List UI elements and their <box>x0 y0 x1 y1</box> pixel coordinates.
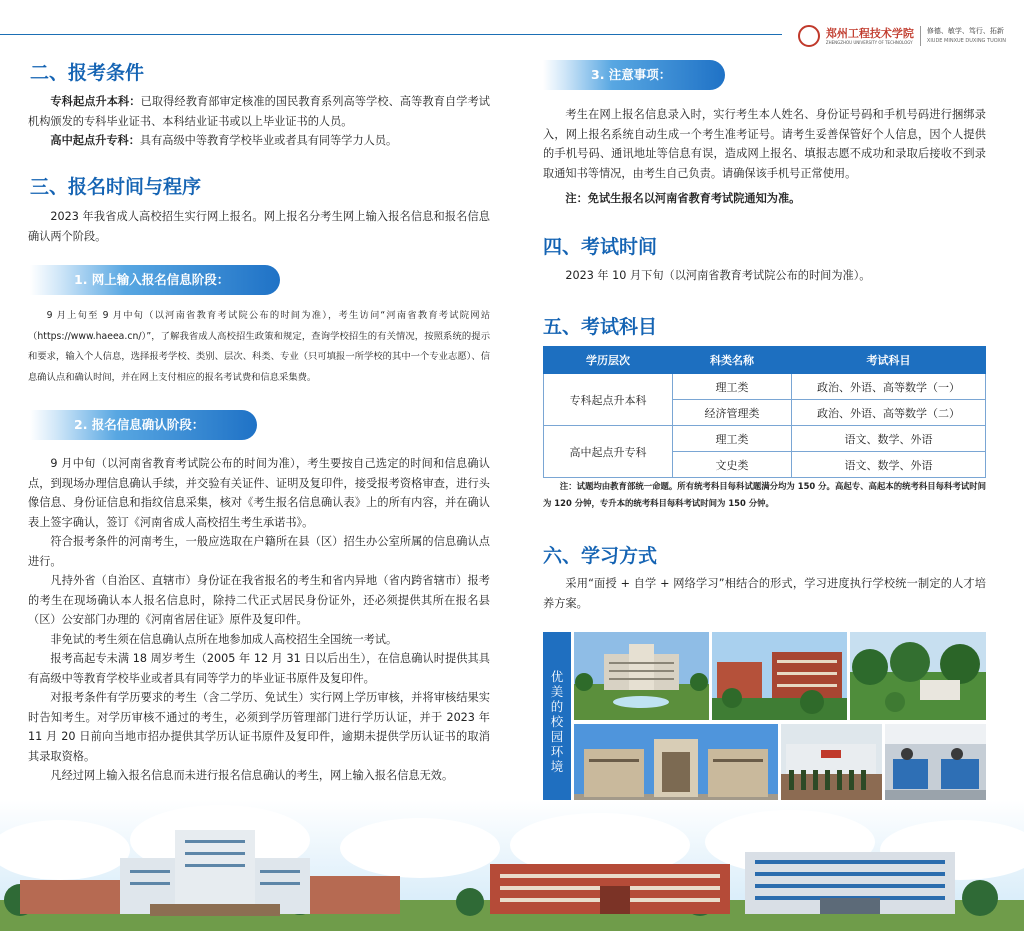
school-name: 郑州工程技术学院 <box>825 26 914 40</box>
campus-gallery <box>543 632 986 810</box>
cell-subjects: 语文、数学、外语 <box>792 426 986 452</box>
cell-category: 理工类 <box>673 374 792 400</box>
gallery-label <box>543 632 571 810</box>
step2-banner: 2. 报名信息确认阶段： <box>30 410 257 440</box>
campus-photo-lab <box>885 724 986 810</box>
table-header-row <box>544 347 986 374</box>
table-row <box>544 426 986 452</box>
school-seal-icon <box>798 25 820 47</box>
step3-banner: 3. 注意事项： <box>543 60 725 90</box>
school-logo <box>826 28 914 45</box>
sec2-p2-text: 具有高级中等教育学校毕业或者具有同等学力人员。 <box>139 134 398 147</box>
th-subjects: 考试科目 <box>792 347 986 374</box>
sec4-text: 2023 年 10 月下旬（以河南省教育考试院公布的时间为准）。 <box>565 269 871 282</box>
school-name-en: ZHENGZHOU UNIVERSITY OF TECHNOLOGY <box>825 39 913 45</box>
school-header <box>798 22 1006 50</box>
cell-level: 专科起点升本科 <box>544 374 673 426</box>
sec2-p2-label: 高中起点升专科： <box>50 134 140 147</box>
section-4-title: 四、考试时间 <box>543 236 658 258</box>
campus-photo-parade <box>781 724 882 810</box>
cell-subjects: 政治、外语、高等数学（一） <box>792 374 986 400</box>
sec2-para-2 <box>28 131 490 151</box>
step2-para-4: 非免试的考生须在信息确认点所在地参加成人高校招生全国统一考试。 <box>50 632 398 646</box>
cell-level: 高中起点升专科 <box>544 426 673 478</box>
sec2-para-1 <box>28 92 490 131</box>
exam-subjects-table <box>543 346 986 478</box>
step3-text: 考生在网上报名信息录入时，实行考生本人姓名、身份证号码和手机号码进行捆绑录入，网上报名系统自动生成一个考生准考证号。请考生妥善保管好个人信息，因个人提供的手机号码、通讯地址等信息有误，造成网上报名、填报志愿不成功和录取后接收不到录取通知书等情况，由考生自己负责。请确保该手机号正常使用。 <box>543 108 986 180</box>
step1-banner: 1. 网上输入报名信息阶段： <box>30 265 280 295</box>
campus-photo-red-buildings <box>712 632 847 720</box>
step2-para-1: 9 月中旬（以河南省教育考试院公布的时间为准），考生要按自己选定的时间和信息确认点，到现场办理信息确认手续，并交验有关证件、证明及复印件，接受报考资格审查，进行头像信息、身份证信息和指纹信息采集，核对《考生报名信息确认表》上的所有内容，并在确认表上签字确认，签订《河南省成人高校招生考生承诺书》。 <box>28 457 490 529</box>
sec3-intro: 2023 年我省成人高校招生实行网上报名。网上报名分考生网上输入报名信息和报名信息确认两个阶段。 <box>28 210 490 243</box>
step2-para-5: 报考高起专未满 18 周岁考生（2005 年 12 月 31 日以后出生），在信息确认时提供其具有高级中等教育学校毕业或者具有同等学力的毕业证书原件及复印件。 <box>28 652 490 685</box>
campus-photo-garden <box>850 632 986 720</box>
header-rule <box>0 34 782 35</box>
sec5-note: 注：试题均由教育部统一命题。所有统考科目每科试题满分均为 150 分。高起专、高起本的统考科目每科考试时间为 120 分钟，专升本的统考科目每科考试时间为 150 分钟。 <box>543 481 986 508</box>
campus-skyline-illustration <box>0 800 1024 931</box>
cell-subjects: 语文、数学、外语 <box>792 452 986 478</box>
section-3-title: 三、报名时间与程序 <box>30 176 202 198</box>
sec2-p1-text: 已取得经教育部审定核准的国民教育系列高等学校、高等教育自学考试机构颁发的专科毕业证书、本科结业证书或以上毕业证书的人员。 <box>28 95 490 128</box>
th-level: 学历层次 <box>544 347 673 374</box>
cell-category: 理工类 <box>673 426 792 452</box>
cell-category: 经济管理类 <box>673 400 792 426</box>
step2-para-3: 凡持外省（自治区、直辖市）身份证在我省报名的考生和省内异地（省内跨省辖市）报考的考生在现场确认本人报名信息时，除持二代正式居民身份证外，还必须提供其所在报名县（区）公安部门办理的《河南省居住证》原件及复印件。 <box>28 574 490 626</box>
motto-en: XIUDE MINXUE DUXING TUOXIN <box>926 38 1006 44</box>
campus-photo-gate <box>574 724 778 810</box>
step2-para-7: 凡经过网上输入报名信息而未进行报名信息确认的考生，网上输入报名信息无效。 <box>50 769 454 782</box>
step2-body <box>28 454 490 786</box>
step3-note: 注：免试生报名以河南省教育考试院通知为准。 <box>565 192 801 205</box>
step1-text: 9 月上旬至 9 月中旬（以河南省教育考试院公布的时间为准），考生访问“河南省教育考试院网站（https://www.haeea.cn/）”，了解我省成人高校招生政策和规定，查询学校招生的有关情况，按照系统的提示和要求，输入个人信息，选择报考学校、类别、层次、科类、专业（只可填报一所学校的其中一个专业志愿）、信息确认点和确认时间，并在网上支付相应的报名考试费和信息采集费。 <box>28 310 490 383</box>
motto-cn: 修德、敏学、笃行、拓新 <box>926 27 1004 35</box>
sec2-p1-label: 专科起点升本科： <box>50 95 141 108</box>
section-6-title: 六、学习方式 <box>543 545 658 567</box>
cell-category: 文史类 <box>673 452 792 478</box>
step2-para-6: 对报考条件有学历要求的考生（含二学历、免试生）实行网上学历审核，并将审核结果实时告知考生。对学历审核不通过的考生，必须到学历管理部门进行学历认证，并于 2023 年 11 月 20 日前向当地市招办提供其学历认证书原件及复印件，逾期未提供学历认证书的取消其录取资格。 <box>28 691 490 763</box>
step2-para-2: 符合报考条件的河南考生，一般应选取在户籍所在县（区）招生办公室所属的信息确认点进行。 <box>28 535 490 568</box>
cell-subjects: 政治、外语、高等数学（二） <box>792 400 986 426</box>
section-2-title: 二、报考条件 <box>30 62 145 84</box>
gallery-label-text: 优美的校园环境 <box>550 668 564 774</box>
table-row <box>544 374 986 400</box>
th-category: 科类名称 <box>673 347 792 374</box>
sec6-text: 采用“面授 + 自学 + 网络学习”相结合的形式，学习进度执行学校统一制定的人才培养方案。 <box>543 577 986 610</box>
school-motto <box>920 26 1006 46</box>
section-5-title: 五、考试科目 <box>543 316 658 338</box>
campus-photo-main-building <box>574 632 709 720</box>
